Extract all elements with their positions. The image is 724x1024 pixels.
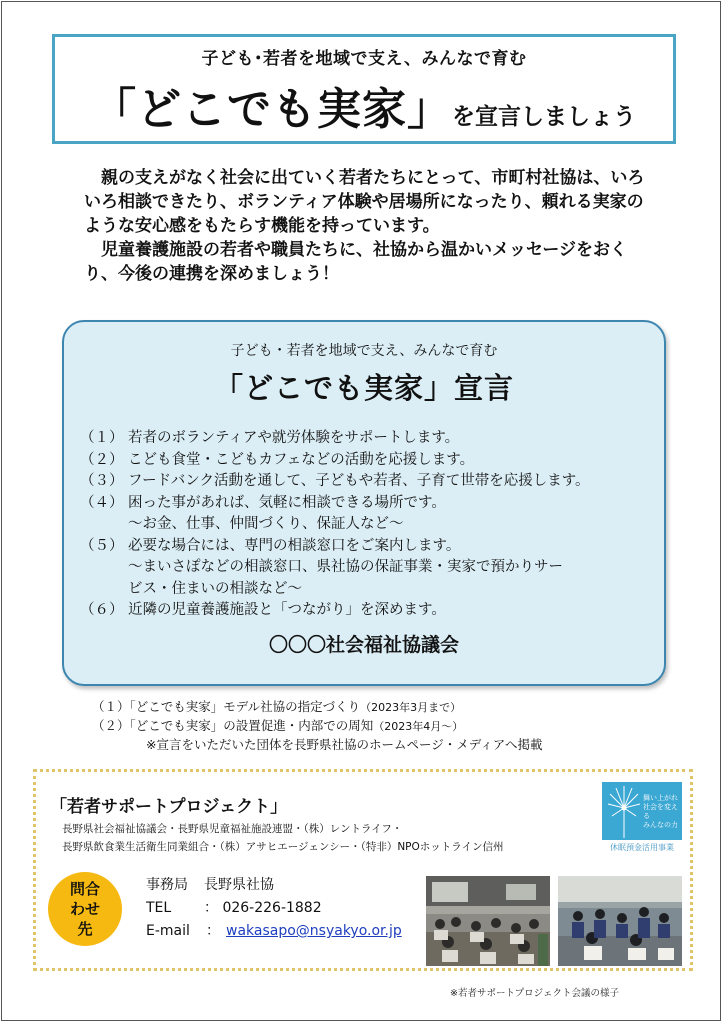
intro-paragraph-2: 児童養護施設の若者や職員たちに、社協から温かいメッセージをおくり、今後の連携を深めましょう！ <box>84 240 627 284</box>
contact-tel-row <box>146 897 402 920</box>
declaration-title: 「どこでも実家」宣言 <box>213 371 514 405</box>
contact-tel-value[interactable]: ： 026-226-1882 <box>204 900 322 916</box>
contact-badge-label: 問合わせ先 <box>69 880 100 938</box>
schedule-note: ※宣言をいただいた団体を長野県社協のホームページ・メディアへ掲載 <box>146 737 543 752</box>
logo-text-line: 舞い上がれ <box>643 794 678 802</box>
declaration-item <box>80 600 664 622</box>
schedule-text: 「どこでも実家」モデル社協の指定づくり <box>129 699 361 714</box>
contact-office-label: 事務局 <box>146 877 188 893</box>
schedule-date: （2023年3月まで） <box>360 701 462 714</box>
contact-office-value: 長野県社協 <box>204 877 274 893</box>
logo-panel <box>602 782 682 840</box>
schedule-number: （２） <box>92 718 130 733</box>
contact-badge <box>48 872 122 946</box>
meeting-photo-2-image <box>558 876 682 966</box>
schedule-number: （１） <box>92 699 130 714</box>
declaration-item-text: 困った事があれば、気軽に相談できる場所です。 <box>128 494 446 511</box>
contact-email-row <box>146 920 402 943</box>
declaration-item <box>80 428 664 450</box>
declaration-item-number: （５） <box>80 537 124 554</box>
declaration-item <box>80 536 664 558</box>
schedule-date: （2023年4月～） <box>373 720 464 733</box>
contact-info <box>146 874 402 943</box>
header-subtitle: 子ども･若者を地域で支え、みんなで育む <box>201 49 527 69</box>
intro-text <box>84 166 660 286</box>
declaration-item-text: 近隣の児童養護施設と「つながり」を深めます。 <box>128 602 446 618</box>
declaration-item <box>80 493 664 515</box>
schedule-item <box>92 717 652 736</box>
project-title: 「若者サポートプロジェクト」 <box>50 797 288 817</box>
contact-email-label: E-mail <box>146 923 190 939</box>
logo-caption: 休眠預金活用事業 <box>610 843 674 852</box>
declaration-item-number: （１） <box>80 430 124 446</box>
header-title-main: 「どこでも実家」 <box>92 84 452 135</box>
schedule-list <box>92 698 652 754</box>
declaration-item-text: フードバンク活動を通して、子どもや若者、子育て世帯を応援します。 <box>128 473 590 489</box>
schedule-text: 「どこでも実家」の設置促進・内部での周知 <box>129 718 374 733</box>
logo-text <box>643 794 679 830</box>
declaration-item <box>80 471 664 493</box>
contact-tel-label: TEL <box>146 900 172 916</box>
declaration-item-continuation: ビス・住まいの相談など～ <box>128 580 302 597</box>
declaration-item-text: 必要な場合には、専門の相談窓口をご案内します。 <box>128 537 461 554</box>
declaration-item-number: （２） <box>80 451 124 468</box>
header-box <box>52 34 676 144</box>
schedule-item <box>92 698 652 717</box>
declaration-item <box>80 450 664 472</box>
project-members-line: 長野県社会福祉協議会・長野県児童福祉施設連盟・（株）レントライフ・ <box>62 823 403 835</box>
logo-text-line: 社会を変える <box>643 803 678 820</box>
declaration-organization: 〇〇〇社会福祉協議会 <box>268 634 459 656</box>
declaration-item-continuation: ～まいさぽなどの相談窓口、県社協の保証事業・実家で預かりサー <box>128 559 563 575</box>
declaration-list <box>80 428 664 622</box>
meeting-photo-1 <box>426 876 550 966</box>
project-box <box>33 769 693 971</box>
meeting-photo-1-image <box>426 876 550 966</box>
project-members-line: 長野県飲食業生活衛生同業組合・（株）アサヒエージェンシー・（特非）NPOホットライン信州 <box>62 841 504 853</box>
contact-office-row <box>146 874 402 897</box>
header-title-suffix: を宣言しましょう <box>452 104 636 130</box>
dormant-deposit-logo <box>602 782 682 858</box>
contact-email-separator: ： <box>206 923 220 939</box>
declaration-item-text: こども食堂・こどもカフェなどの活動を応援します。 <box>128 451 475 468</box>
logo-text-line: みんなの力 <box>643 821 678 829</box>
intro-paragraph-1: 親の支えがなく社会に出ていく若者たちにとって、市町村社協は、いろいろ相談できたり、ボランティア体験や居場所になったり、頼れる実家のような安心感をもたらす機能を持っています。 <box>84 168 645 236</box>
declaration-box <box>62 320 666 686</box>
header-title <box>55 73 673 137</box>
project-members <box>62 820 503 856</box>
declaration-subtitle: 子ども・若者を地域で支え、みんなで育む <box>230 343 498 359</box>
declaration-item-number: （４） <box>80 494 124 511</box>
declaration-item-number: （６） <box>80 602 124 618</box>
meeting-photo-2 <box>558 876 682 966</box>
declaration-item-text: 若者のボランティアや就労体験をサポートします。 <box>128 430 460 446</box>
photo-caption: ※若者サポートプロジェクト会議の様子 <box>450 988 619 999</box>
declaration-item-continuation: ～お金、仕事、仲間づくり、保証人など～ <box>128 516 404 532</box>
contact-email-link[interactable]: wakasapo@nsyakyo.or.jp <box>226 923 402 939</box>
declaration-item-number: （３） <box>80 473 124 489</box>
